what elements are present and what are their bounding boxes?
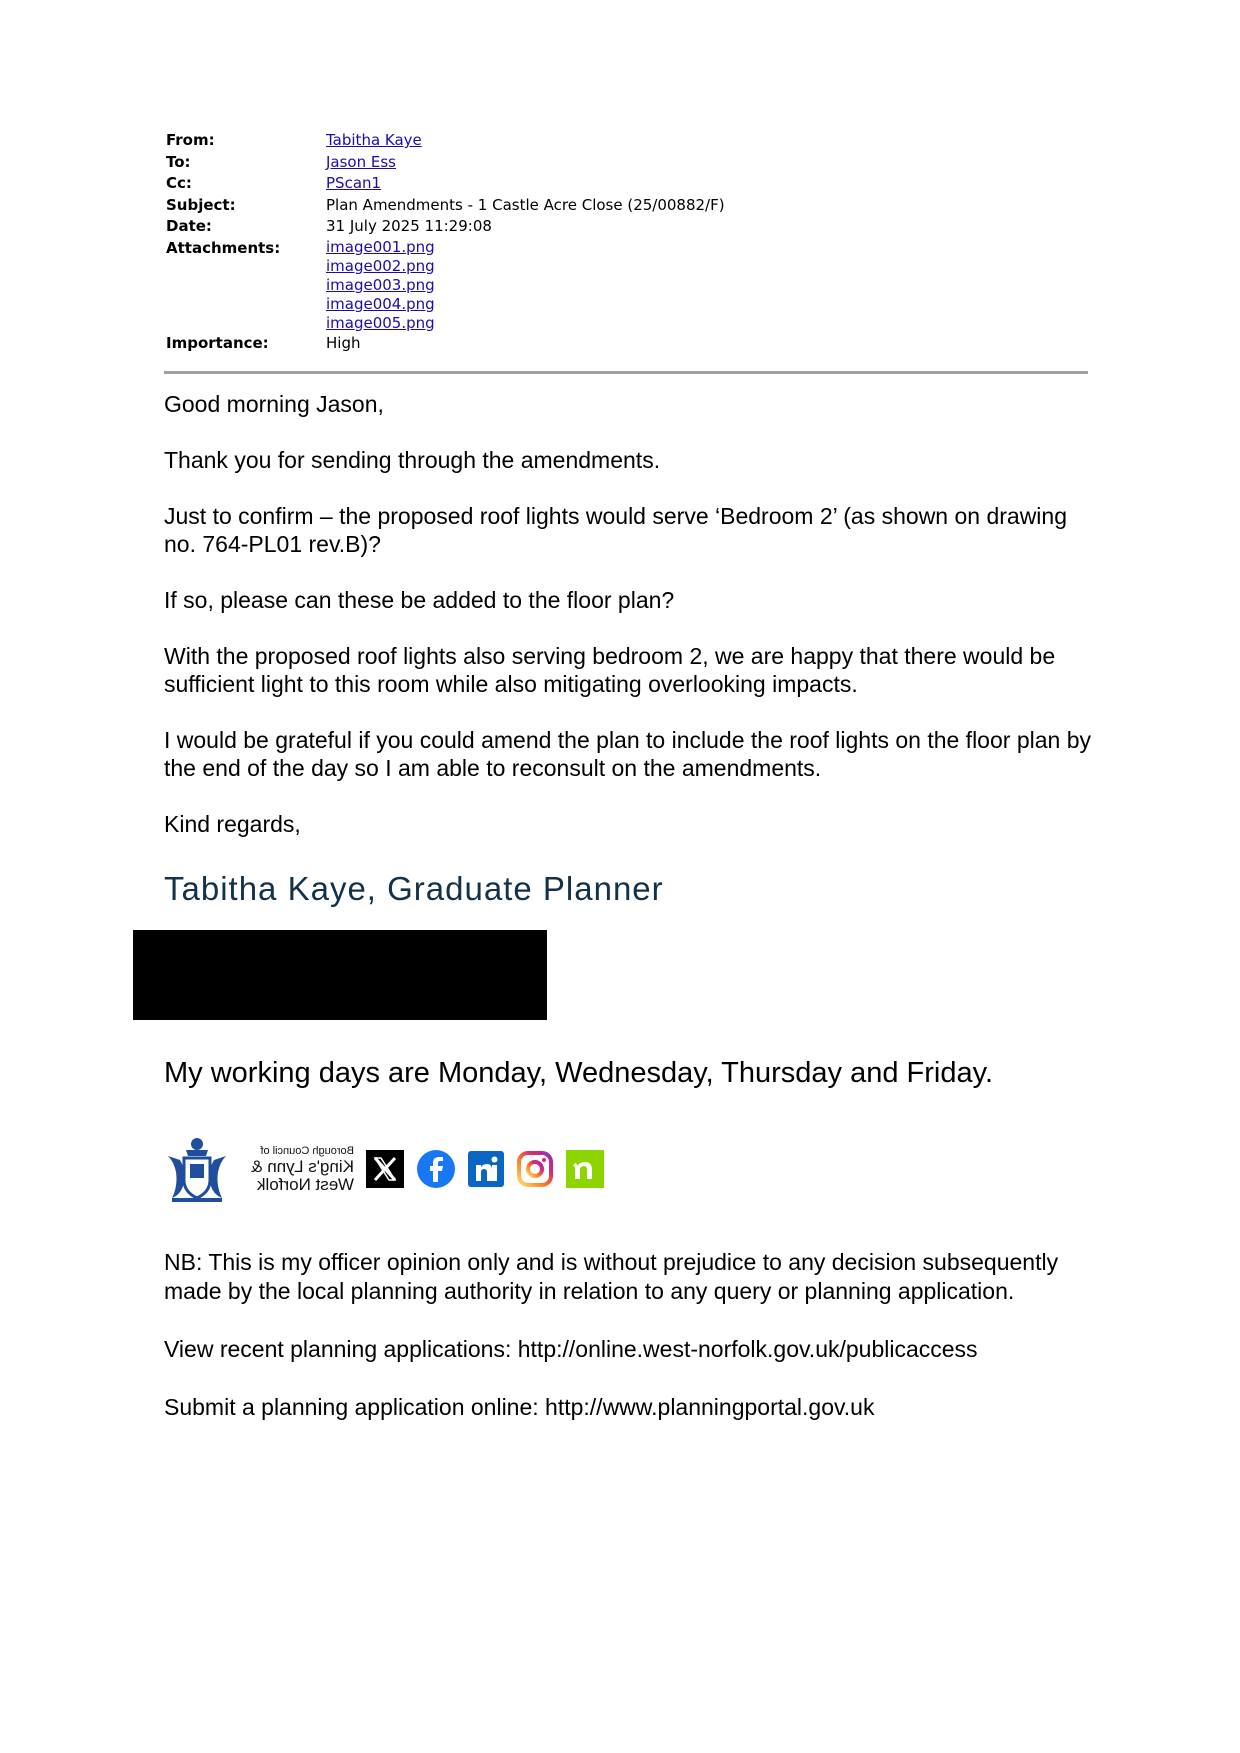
from-row [166,130,1086,152]
footer-text [164,1248,1094,1451]
date-label: Date: [166,217,212,235]
body-paragraph: If so, please can these be added to the floor plan? [164,587,675,613]
subject-label: Subject: [166,195,236,214]
signature-name: Tabitha Kaye, Graduate Planner [164,870,664,907]
attachment-link[interactable]: image003.png [326,275,435,294]
to-link[interactable]: Jason Ess [326,152,396,171]
council-line: Borough Council of [260,1144,354,1157]
logo-row [164,1134,604,1204]
from-label: From: [166,131,215,149]
importance-value: High [326,333,361,352]
submit-application-online: Submit a planning application online: http://www.planningportal.gov.uk [164,1394,875,1420]
subject-value: Plan Amendments - 1 Castle Acre Close (25/00882/F) [326,195,725,214]
linkedin-icon[interactable] [468,1151,504,1187]
disclaimer: NB: This is my officer opinion only and is without prejudice to any decision subsequently made by the local planning authority in relation to any query or planning application. [164,1249,1059,1304]
council-line: King's Lynn & [251,1156,354,1176]
subject-row [166,195,1086,217]
header-divider [164,371,1088,374]
working-days: My working days are Monday, Wednesday, Thursday and Friday. [164,1057,994,1089]
to-row [166,152,1086,174]
instagram-icon[interactable] [516,1150,554,1188]
from-link[interactable]: Tabitha Kaye [326,131,422,149]
social-icons [366,1149,604,1189]
importance-label: Importance: [166,333,269,352]
greeting: Good morning Jason, [164,391,384,417]
attachments-label: Attachments: [166,238,281,257]
attachment-link[interactable]: image001.png [326,237,435,256]
council-line: West Norfolk [257,1174,354,1194]
body-paragraph: I would be grateful if you could amend the plan to include the roof lights on the floor plan by the end of the day so I am able to reconsult on the amendments. [164,727,1091,781]
nextdoor-icon[interactable] [566,1150,604,1188]
email-body [164,390,1094,866]
cc-link[interactable]: PScan1 [326,174,382,192]
x-icon[interactable] [366,1150,404,1188]
crest-icon [164,1134,230,1204]
body-paragraph: Just to confirm – the proposed roof lights would serve ‘Bedroom 2’ (as shown on drawing no. 764-PL01 rev.B)? [164,503,1067,557]
email-header [166,130,1086,354]
date-row [166,216,1086,238]
attachment-link[interactable]: image002.png [326,256,435,275]
body-paragraph: Thank you for sending through the amendments. [164,447,661,473]
date-value: 31 July 2025 11:29:08 [326,217,492,235]
closing: Kind regards, [164,811,301,837]
cc-label: Cc: [166,174,192,192]
attachment-link[interactable]: image004.png [326,294,435,313]
facebook-icon[interactable] [416,1149,456,1189]
attachments-row [166,238,1086,333]
attachment-link[interactable]: image005.png [326,313,435,332]
council-logo-text [244,1145,354,1194]
cc-row [166,173,1086,195]
view-recent-applications: View recent planning applications: http://online.west-norfolk.gov.uk/publicaccess [164,1336,978,1362]
body-paragraph: With the proposed roof lights also serving bedroom 2, we are happy that there would be sufficient light to this room while also mitigating overlooking impacts. [164,643,1056,697]
importance-row [166,333,1086,355]
to-label: To: [166,152,191,171]
redaction-block [133,930,547,1020]
